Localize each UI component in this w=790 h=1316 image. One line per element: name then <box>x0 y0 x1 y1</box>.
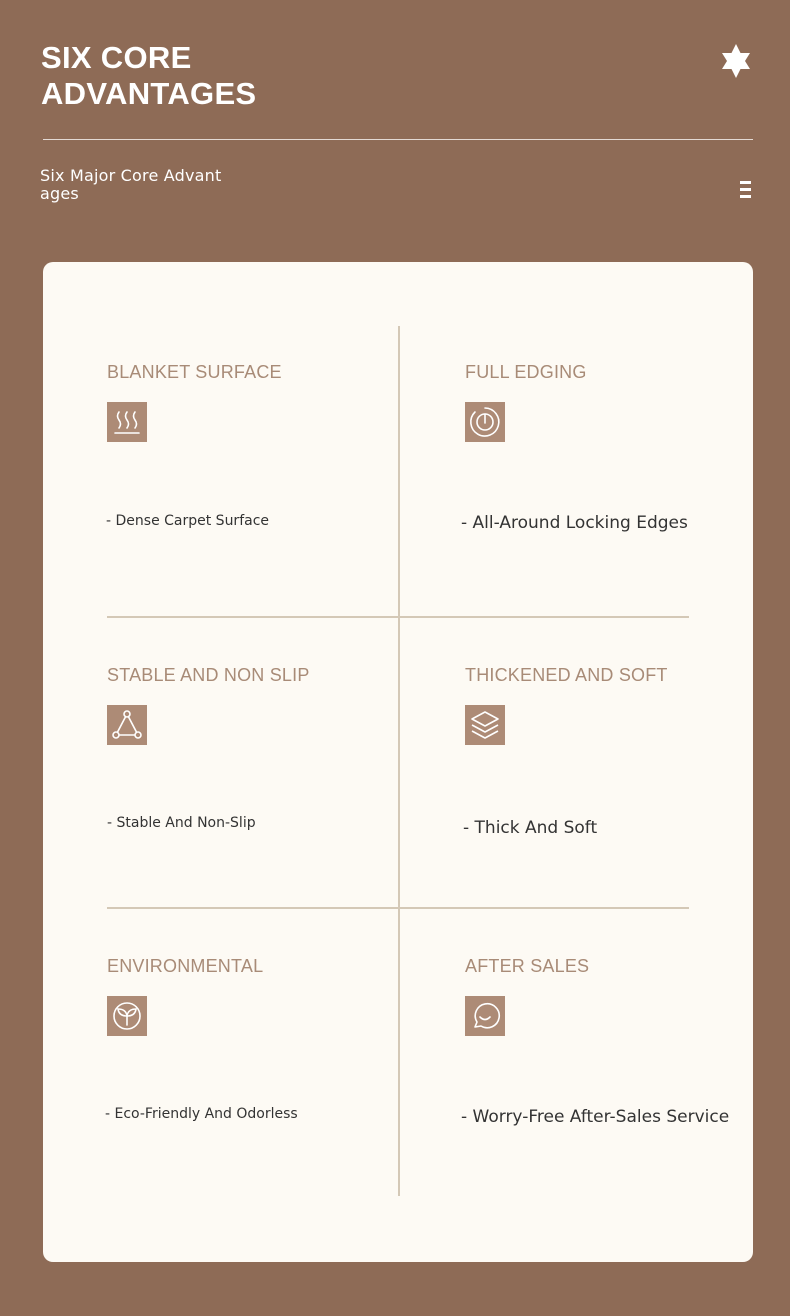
feature-description: - Dense Carpet Surface <box>106 513 270 529</box>
page-subtitle: Six Major Core Advantages <box>40 166 222 203</box>
star-icon <box>720 44 752 78</box>
chat-bubble-icon <box>465 996 505 1036</box>
feature-title: FULL EDGING <box>465 362 587 382</box>
heat-waves-icon <box>107 402 147 442</box>
feature-title: ENVIRONMENTAL <box>107 956 264 976</box>
feature-description: - Eco-Friendly And Odorless <box>105 1106 298 1122</box>
circular-edge-icon <box>465 402 505 442</box>
feature-description: - Thick And Soft <box>463 818 598 838</box>
menu-icon[interactable] <box>737 181 754 199</box>
grid-horizontal-divider <box>107 616 689 618</box>
grid-vertical-divider <box>398 326 400 1196</box>
header-divider <box>43 139 753 140</box>
page-title <box>41 40 256 112</box>
grid-horizontal-divider <box>107 907 689 909</box>
advantages-card <box>43 262 753 1262</box>
feature-description: - Worry-Free After-Sales Service <box>461 1107 730 1127</box>
title-line-1: SIX CORE <box>41 40 192 75</box>
triangle-nodes-icon <box>107 705 147 745</box>
layers-icon <box>465 705 505 745</box>
feature-title: AFTER SALES <box>465 956 590 976</box>
feature-description: - Stable And Non-Slip <box>107 815 256 831</box>
feature-description: - All-Around Locking Edges <box>461 513 688 533</box>
feature-title: STABLE AND NON SLIP <box>107 665 310 685</box>
leaf-icon <box>107 996 147 1036</box>
feature-title: BLANKET SURFACE <box>107 362 282 382</box>
title-line-2: ADVANTAGES <box>41 76 257 111</box>
feature-title: THICKENED AND SOFT <box>465 665 668 685</box>
